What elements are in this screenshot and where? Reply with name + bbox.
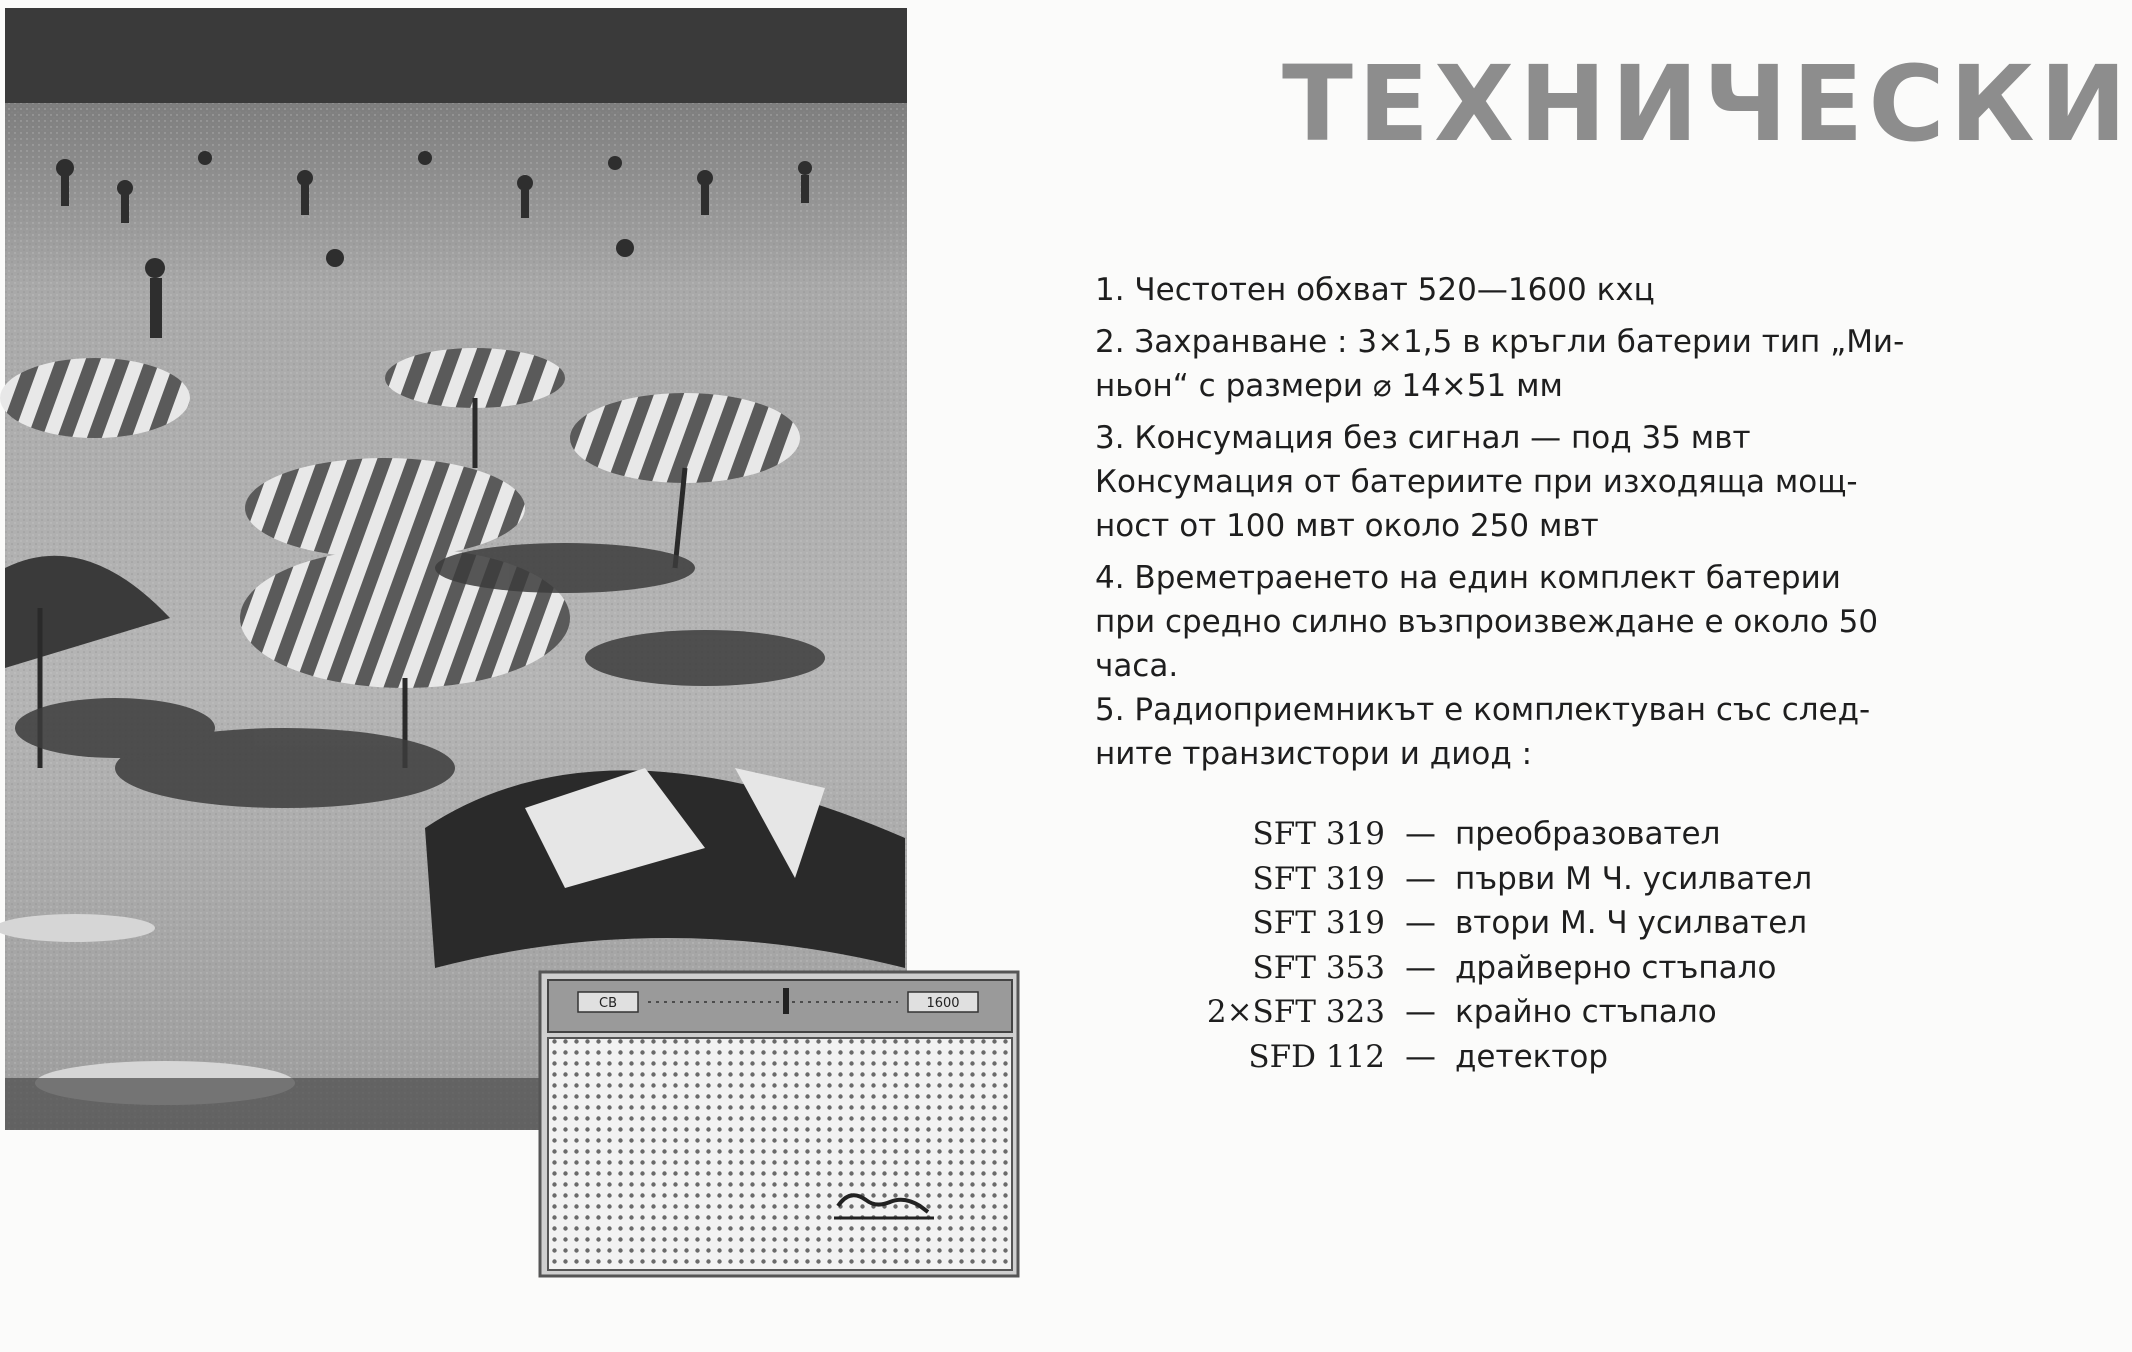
table-row	[1195, 812, 1955, 857]
spec-line: ньон“ с размери ⌀ 14×51 мм	[1095, 368, 1563, 404]
dash: —	[1405, 1038, 1436, 1075]
transistor-role: втори М. Ч усилвател	[1455, 905, 1808, 941]
spec-line: ност от 100 мвт около 250 мвт	[1095, 508, 1599, 544]
table-row	[1195, 857, 1955, 902]
dash: —	[1405, 994, 1436, 1030]
transistor-role: преобразовател	[1455, 816, 1721, 852]
transistor-model: SFT 353	[1252, 949, 1385, 986]
spec-line: часа.	[1095, 648, 1179, 684]
dash: —	[1405, 816, 1436, 852]
transistor-radio	[538, 970, 1022, 1280]
beach-photo-icon	[5, 8, 907, 1130]
dash: —	[1405, 860, 1436, 897]
transistor-model: SFT 319	[1252, 860, 1385, 897]
spec-item-battery-life	[1095, 556, 1955, 688]
spec-line: ните транзистори и диод :	[1095, 736, 1533, 772]
beach-photo	[5, 8, 907, 1130]
spec-line: 4. Времетраенето на един комплект батерии	[1095, 560, 1841, 596]
spec-line: 5. Радиоприемникът е комплектуван със след-	[1095, 692, 1871, 728]
transistor-model: 2×SFT 323	[1206, 994, 1385, 1030]
spec-item-power-supply	[1095, 320, 1955, 408]
transistor-model: SFD 112	[1248, 1038, 1385, 1075]
table-row	[1195, 946, 1955, 991]
spec-list	[1095, 268, 1955, 776]
spec-line: 3. Консумация без сигнал — под 35 мвт	[1095, 420, 1751, 456]
transistor-radio-icon	[538, 970, 1022, 1280]
spec-item-transistors	[1095, 688, 1955, 776]
transistor-table	[1195, 812, 1955, 1079]
table-row	[1195, 901, 1955, 946]
spec-line: 2. Захранване : 3×1,5 в кръгли батерии тип „Ми-	[1095, 324, 1905, 360]
scale-label: 1600	[926, 996, 960, 1011]
spec-line: Консумация от батериите при изходяща мощ-	[1095, 464, 1858, 500]
transistor-role: детектор	[1455, 1038, 1609, 1075]
transistor-model: SFT 319	[1252, 816, 1385, 852]
dash: —	[1405, 949, 1436, 986]
table-row	[1195, 990, 1955, 1035]
spec-item-consumption	[1095, 416, 1955, 548]
spec-item-frequency-range	[1095, 268, 1955, 312]
band-label: СВ	[599, 996, 617, 1011]
transistor-role: драйверно стъпало	[1455, 949, 1777, 986]
spec-line: при средно силно възпроизвеждане е около 50	[1095, 604, 1879, 640]
table-row	[1195, 1035, 1955, 1080]
transistor-role: първи М Ч. усилвател	[1455, 860, 1813, 897]
transistor-model: SFT 319	[1252, 905, 1385, 941]
transistor-role: крайно стъпало	[1455, 994, 1717, 1030]
spec-line: 1. Честотен обхват 520—1600 кхц	[1095, 272, 1655, 308]
page-title: ТЕХНИЧЕСКИ	[1282, 43, 2132, 165]
dash: —	[1405, 905, 1436, 941]
